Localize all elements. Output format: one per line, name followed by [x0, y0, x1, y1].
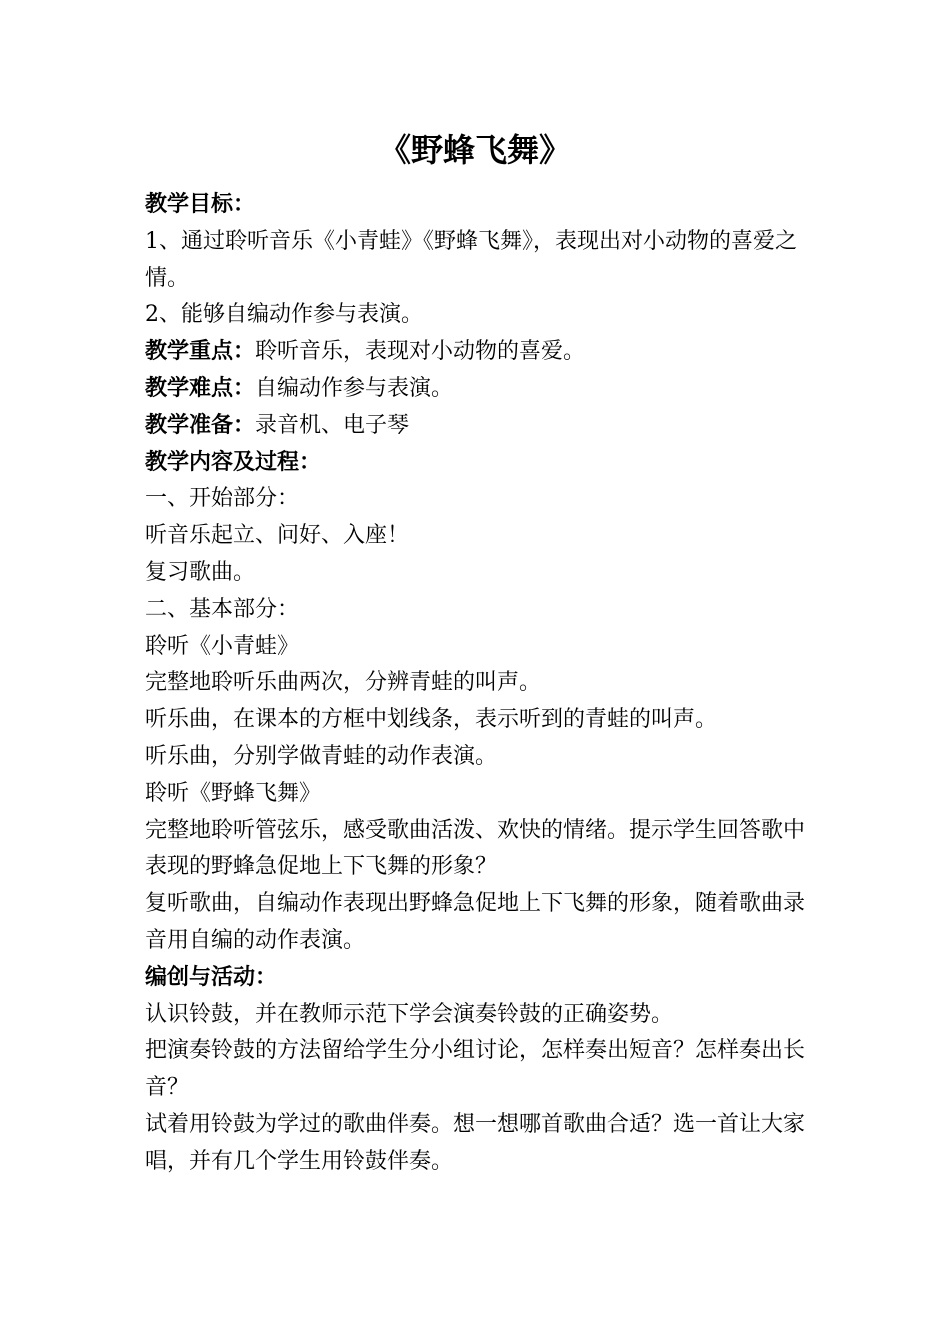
listen-bee-heading: 聆听《野蜂飞舞》	[145, 780, 322, 806]
activity-heading: 编创与活动：	[145, 964, 278, 990]
frog-step-3: 听乐曲，分别学做青蛙的动作表演。	[145, 743, 498, 769]
difficulty-row	[145, 371, 813, 408]
key-point-text: 聆听音乐，表现对小动物的喜爱。	[255, 339, 586, 365]
objective-2: 2、能够自编动作参与表演。	[145, 302, 423, 328]
activity-3: 试着用铃鼓为学过的歌曲伴奏。想一想哪首歌曲合适？选一首让大家唱，并有几个学生用铃鼓伴奏。	[145, 1111, 806, 1174]
document-title: 《野蜂飞舞》	[378, 131, 571, 169]
document-body	[145, 187, 813, 1181]
bee-step-1: 完整地聆听管弦乐，感受歌曲活泼、欢快的情绪。提示学生回答歌中表现的野蜂急促地上下飞舞的形象？	[145, 817, 806, 880]
part-one-heading: 一、开始部分：	[145, 486, 300, 512]
difficulty-label: 教学难点：	[145, 375, 256, 401]
part-one-line-2: 复习歌曲。	[145, 559, 256, 585]
listen-frog-heading: 聆听《小青蛙》	[145, 633, 300, 659]
activity-2: 把演奏铃鼓的方法留给学生分小组讨论，怎样奏出短音？怎样奏出长音？	[145, 1038, 806, 1101]
frog-step-1: 完整地聆听乐曲两次，分辨青蛙的叫声。	[145, 670, 542, 696]
key-point-row	[145, 334, 813, 371]
preparation-row	[145, 408, 813, 445]
frog-step-2: 听乐曲，在课本的方框中划线条，表示听到的青蛙的叫声。	[145, 707, 718, 733]
preparation-label: 教学准备：	[145, 412, 256, 438]
part-two-heading: 二、基本部分：	[145, 596, 300, 622]
difficulty-text: 自编动作参与表演。	[255, 375, 454, 401]
activity-1: 认识铃鼓，并在教师示范下学会演奏铃鼓的正确姿势。	[145, 1001, 674, 1027]
bee-step-2: 复听歌曲，自编动作表现出野蜂急促地上下飞舞的形象，随着歌曲录音用自编的动作表演。	[145, 891, 806, 953]
objective-1: 1、通过聆听音乐《小青蛙》《野蜂飞舞》，表现出对小动物的喜爱之情。	[145, 228, 797, 291]
preparation-text: 录音机、电子琴	[255, 412, 410, 438]
key-point-label: 教学重点：	[145, 339, 256, 365]
part-one-line-1: 听音乐起立、问好、入座！	[145, 523, 410, 549]
objectives-heading: 教学目标：	[145, 192, 256, 217]
process-heading: 教学内容及过程：	[145, 449, 322, 475]
